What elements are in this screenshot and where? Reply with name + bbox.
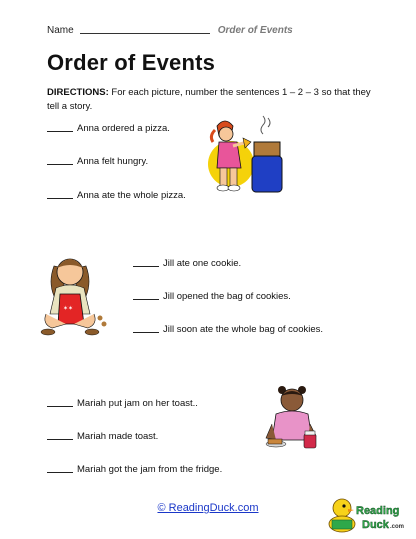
mariah-toast-illustration (262, 384, 326, 454)
directions-label: DIRECTIONS: (47, 87, 109, 98)
svg-text:✶✶: ✶✶ (63, 306, 74, 312)
sentence-anna-3: Anna ate the whole pizza. (47, 190, 186, 201)
logo-word-reading: Reading (356, 505, 400, 517)
sentence-mariah-3: Mariah got the jam from the fridge. (47, 464, 222, 475)
reading-duck-logo (326, 492, 412, 534)
logo-suffix: .com (390, 524, 405, 530)
answer-blank[interactable] (47, 472, 73, 473)
name-label: Name (47, 25, 74, 36)
page-title: Order of Events (47, 50, 216, 75)
name-blank (80, 33, 210, 34)
sentence-jill-2: Jill opened the bag of cookies. (133, 291, 291, 302)
answer-blank[interactable] (47, 131, 73, 132)
anna-pizza-illustration (205, 112, 285, 196)
sentence-mariah-2: Mariah made toast. (47, 431, 158, 442)
answer-blank[interactable] (133, 299, 159, 300)
name-line (47, 25, 293, 36)
worksheet-subtitle: Order of Events (217, 25, 293, 36)
sentence-jill-3: Jill soon ate the whole bag of cookies. (133, 324, 323, 335)
footer-link[interactable]: © ReadingDuck.com (157, 502, 259, 514)
sentence-mariah-1: Mariah put jam on her toast.. (47, 398, 198, 409)
jill-cookies-illustration (40, 252, 110, 340)
directions (47, 86, 377, 114)
answer-blank[interactable] (133, 266, 159, 267)
answer-blank[interactable] (47, 406, 73, 407)
answer-blank[interactable] (133, 332, 159, 333)
answer-blank[interactable] (47, 198, 73, 199)
sentence-anna-2: Anna felt hungry. (47, 156, 148, 167)
directions-text: For each picture, number the sentences 1 – 2 – 3 so that they tell a story. (47, 87, 371, 112)
answer-blank[interactable] (47, 164, 73, 165)
sentence-jill-1: Jill ate one cookie. (133, 258, 241, 269)
logo-word-duck: Duck (362, 519, 389, 531)
answer-blank[interactable] (47, 439, 73, 440)
sentence-anna-1: Anna ordered a pizza. (47, 123, 170, 134)
